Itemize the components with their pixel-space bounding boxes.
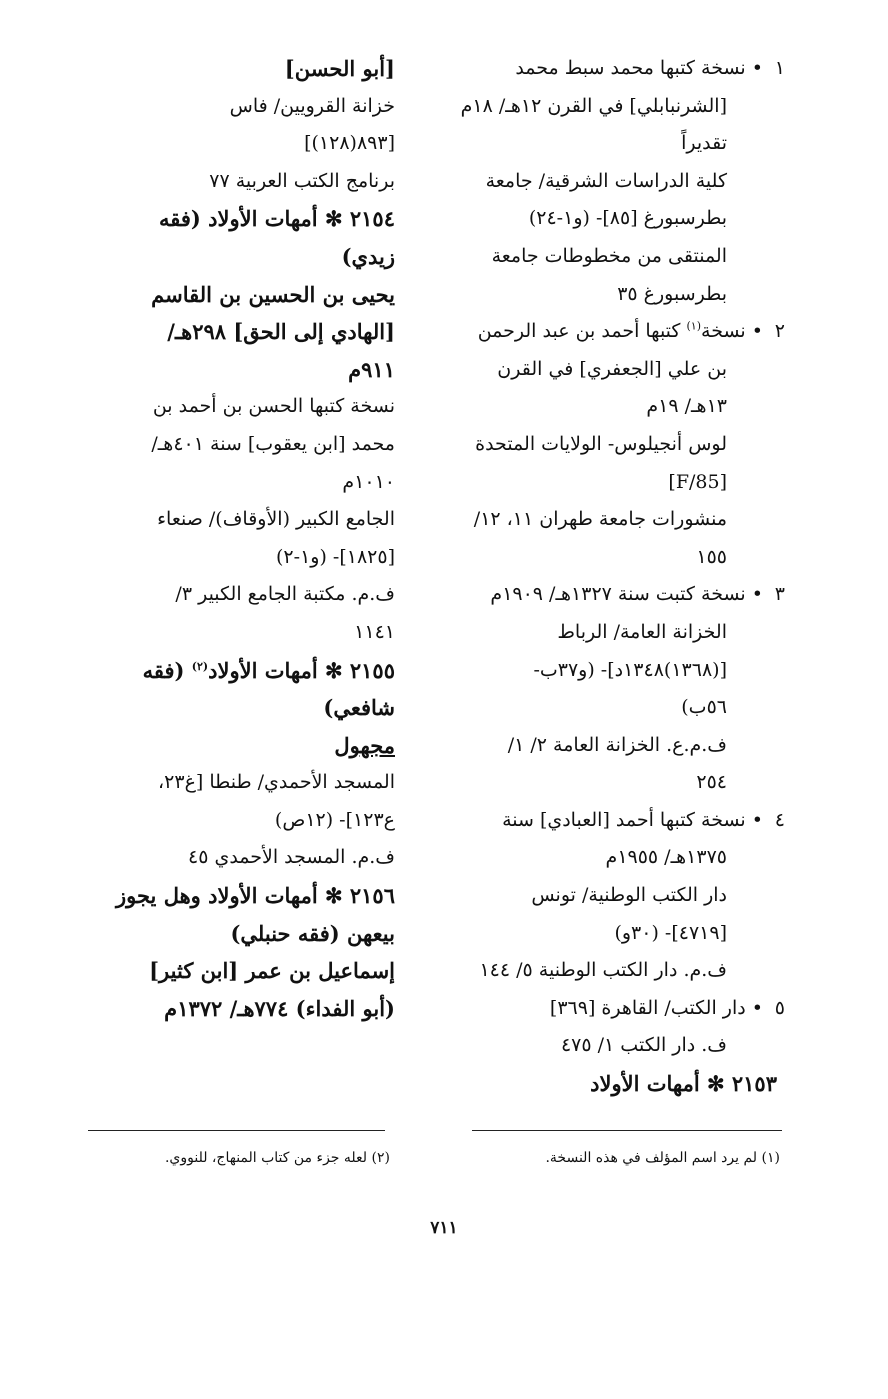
line-text: بطرسبورغ ٣٥ <box>617 282 727 305</box>
line-text: [الهادي إلى الحق] ٢٩٨هـ/ <box>167 319 395 345</box>
line-text: • نسخة كتبها أحمد [العبادي] سنة <box>502 808 763 831</box>
line-text: [(١٣٦٨)١٣٤٨د]- (و٣٧ب- <box>533 658 727 681</box>
line-text: • دار الكتب/ القاهرة [٣٦٩] <box>549 996 763 1019</box>
text-line <box>440 88 785 126</box>
text-line <box>440 727 785 765</box>
text-line <box>440 877 785 915</box>
line-text: ٥٦ب) <box>681 696 727 719</box>
line-text: ١٣٧٥هـ/ ١٩٥٥م <box>605 846 727 869</box>
author-line <box>50 276 395 314</box>
text-line <box>50 464 395 502</box>
text-line <box>50 163 395 201</box>
text-line <box>440 614 785 652</box>
line-text: كتبها أحمد بن عبد الرحمن <box>477 320 687 343</box>
line-text: إسماعيل بن عمر [ابن كثير] <box>149 958 395 984</box>
text-line <box>440 802 785 840</box>
line-text: الخزانة العامة/ الرباط <box>557 620 727 643</box>
author-line <box>50 313 395 351</box>
text-line <box>440 952 785 990</box>
line-text: بن علي [الجعفري] في القرن <box>497 357 727 380</box>
entry-number: ٣ <box>774 583 785 606</box>
author-line <box>50 727 395 765</box>
line-text: بطرسبورغ [٨٥]- (و١-٢٤) <box>528 207 727 230</box>
line-text: ١١٤١ <box>354 620 395 643</box>
author-line <box>50 351 395 389</box>
line-text: [F/85] <box>668 470 727 493</box>
line-text: المنتقى من مخطوطات جامعة <box>491 244 727 267</box>
text-line <box>50 238 395 276</box>
text-line <box>440 276 785 314</box>
text-line <box>440 200 785 238</box>
line-text: لوس أنجيلوس- الولايات المتحدة <box>475 432 727 455</box>
text-line <box>440 576 785 614</box>
line-text: كلية الدراسات الشرقية/ جامعة <box>485 169 727 192</box>
line-text: الجامع الكبير (الأوقاف)/ صنعاء <box>157 508 395 531</box>
line-text: ٢١٥٤ ✻ أمهات الأولاد (فقه <box>158 206 395 232</box>
line-text: بيعهن (فقه حنبلي) <box>230 920 395 946</box>
line-text: ١٥٥ <box>696 545 727 568</box>
line-text: ٩١١م <box>348 356 395 382</box>
text-line <box>440 1027 785 1065</box>
line-text: خزانة القرويين/ فاس <box>229 94 395 117</box>
line-text: • نسخة كتبها محمد سبط محمد <box>515 57 763 79</box>
text-line <box>50 839 395 877</box>
line-text: دار الكتب الوطنية/ تونس <box>531 884 727 907</box>
line-text: محمد [ابن يعقوب] سنة ٤٠١هـ/ <box>151 432 395 455</box>
entry-number: ٤ <box>774 808 785 831</box>
text-line <box>440 652 785 690</box>
line-text: ١٠١٠م <box>342 470 395 493</box>
line-text: يحيى بن الحسين بن القاسم <box>151 281 395 307</box>
section-heading <box>50 652 395 690</box>
footnote-divider <box>472 1130 782 1131</box>
line-text: ف.م. المسجد الأحمدي ٤٥ <box>187 846 395 869</box>
line-text: نسخة كتبها الحسن بن أحمد بن <box>152 395 395 418</box>
text-line <box>50 501 395 539</box>
line-text: برنامج الكتب العربية ٧٧ <box>209 169 395 192</box>
text-line <box>440 501 785 539</box>
line-text: ف.م.ع. الخزانة العامة ٢/ ١/ <box>507 733 727 756</box>
text-line <box>440 313 785 351</box>
footnote-marker: (٢) <box>191 659 209 673</box>
left-column <box>50 50 395 1027</box>
line-text: ٢١٥٥ ✻ أمهات الأولاد <box>208 657 395 683</box>
line-text: [الشرنبابلي] في القرن ١٢هـ/ ١٨م <box>460 94 727 117</box>
text-line <box>50 50 395 88</box>
section-heading <box>50 877 395 915</box>
line-text: [٨٩٣(١٢٨)] <box>304 132 395 155</box>
line-text: • نسخة كتبت سنة ١٣٢٧هـ/ ١٩٠٩م <box>490 583 763 606</box>
text-line <box>440 351 785 389</box>
text-line <box>440 689 785 727</box>
text-line <box>50 614 395 652</box>
text-line <box>50 915 395 953</box>
author-line <box>50 952 395 990</box>
text-line <box>50 764 395 802</box>
text-line <box>50 539 395 577</box>
line-text: ٢١٥٣ ✻ أمهات الأولاد <box>590 1071 777 1097</box>
text-line <box>440 388 785 426</box>
entry-number: ٥ <box>774 996 785 1019</box>
entry-number: ٢ <box>774 320 785 343</box>
page-number: ٧١١ <box>430 1218 458 1238</box>
line-text: المسجد الأحمدي/ طنطا [غ٢٣، <box>158 771 395 794</box>
text-line <box>50 125 395 163</box>
line-text: زيدي) <box>341 243 395 269</box>
line-text: (أبو الفداء) ٧٧٤هـ/ ١٣٧٢م <box>164 995 395 1021</box>
text-line <box>50 88 395 126</box>
text-line <box>50 426 395 464</box>
text-line <box>440 915 785 953</box>
text-line <box>50 689 395 727</box>
section-heading <box>50 200 395 238</box>
line-text: تقديراً <box>681 132 727 155</box>
text-line <box>440 464 785 502</box>
text-line <box>440 125 785 163</box>
text-line <box>50 388 395 426</box>
text-line <box>50 802 395 840</box>
author-line <box>50 990 395 1028</box>
text-line <box>440 238 785 276</box>
text-line <box>440 839 785 877</box>
line-text: ٢٥٤ <box>696 771 727 794</box>
entry-number: ١ <box>774 57 785 79</box>
line-text: ف. دار الكتب ١/ ٤٧٥ <box>560 1034 727 1057</box>
text-line <box>440 539 785 577</box>
text-line <box>440 764 785 802</box>
footnote: (١) لم يرد اسم المؤلف في هذه النسخة. <box>545 1150 780 1166</box>
line-text: ف.م. دار الكتب الوطنية ٥/ ١٤٤ <box>479 959 727 982</box>
line-text: [أبو الحسن] <box>284 56 395 81</box>
line-text: ٢١٥٦ ✻ أمهات الأولاد وهل يجوز <box>116 883 395 909</box>
text-line <box>440 50 785 88</box>
text-line <box>440 990 785 1028</box>
line-text: [١٨٢٥]- (و١-٢) <box>276 545 395 568</box>
footnote: (٢) لعله جزء من كتاب المنهاج، للنووي. <box>164 1150 390 1166</box>
footnote-divider <box>88 1130 385 1131</box>
line-text: [٤٧١٩]- (٣٠و) <box>614 921 727 944</box>
line-text: مجهول <box>334 732 395 758</box>
line-text: ع١٢٣]- (١٢ص) <box>274 808 395 831</box>
line-text: • نسخة <box>701 320 763 343</box>
text-line <box>440 163 785 201</box>
footnote-marker: (١) <box>686 319 702 333</box>
line-text: ف.م. مكتبة الجامع الكبير ٣/ <box>175 583 395 606</box>
section-heading <box>440 1065 785 1103</box>
line-text: (فقه <box>142 657 192 683</box>
right-column <box>440 50 785 1103</box>
text-line <box>50 576 395 614</box>
text-line <box>440 426 785 464</box>
line-text: شافعي) <box>323 695 395 721</box>
line-text: منشورات جامعة طهران ١١، ١٢/ <box>473 508 727 531</box>
line-text: ١٣هـ/ ١٩م <box>646 395 727 418</box>
